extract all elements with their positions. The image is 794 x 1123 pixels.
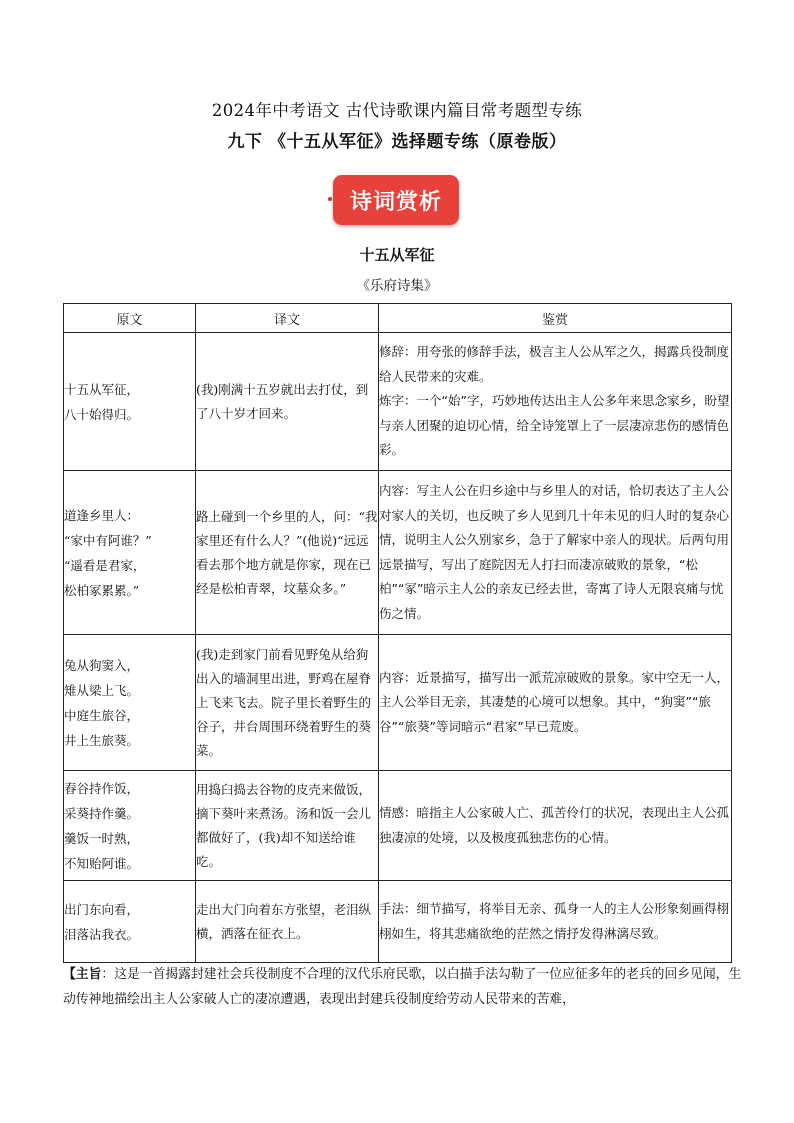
section-badge <box>333 175 459 225</box>
document-subtitle: 九下 《十五从军征》选择题专练（原卷版） <box>227 132 567 152</box>
table-row <box>64 471 732 635</box>
poem-line: 羹饭一时熟， <box>64 830 140 846</box>
translation-cell: 走出大门向着东方张望，老泪纵横，洒落在征衣上。 <box>196 881 379 963</box>
poem-line: 十五从军征， <box>64 381 140 397</box>
translation-cell: 路上碰到一个乡里的人，问：“我家里还有什么人？”(他说)“远远看去那个地方就是你家，现在已经是松柏青翠，坟墓众多。” <box>196 471 379 635</box>
table-row <box>64 333 732 471</box>
poem-table <box>63 303 732 963</box>
poem-line: “遥看是君家， <box>64 557 146 573</box>
poem-line: 雉从梁上飞。 <box>64 682 140 698</box>
poem-line: 舂谷持作饭， <box>64 780 140 796</box>
translation-cell: 用捣臼捣去谷物的皮壳来做饭，摘下葵叶来煮汤。汤和饭一会儿都做好了，(我)却不知送给谁吃。 <box>196 771 379 881</box>
appreciation-cell <box>379 471 732 635</box>
poem-line: 中庭生旅谷， <box>64 707 140 723</box>
poem-line: 道逢乡里人： <box>64 507 140 523</box>
appreciation-cell <box>379 635 732 771</box>
poem-line: 不知贻阿谁。 <box>64 855 140 871</box>
section-badge-label: 诗词赏析 <box>333 175 459 225</box>
bullet-dot-icon <box>328 197 332 201</box>
poem-line: 松柏冢累累。” <box>64 582 140 598</box>
appreciation-text: 情感：暗指主人公家破人亡、孤苦伶仃的状况，表现出主人公孤独凄凉的处境，以及极度孤独悲伤的心情。 <box>379 805 730 845</box>
poem-line: 八十始得归。 <box>64 406 140 422</box>
translation-cell: (我)刚满十五岁就出去打仗，到了八十岁才回来。 <box>196 333 379 471</box>
poem-line: 兔从狗窦入， <box>64 657 140 673</box>
header-original: 原文 <box>64 304 196 333</box>
table-row <box>64 881 732 963</box>
poem-line: 泪落沾我衣。 <box>64 926 140 942</box>
summary-label: 【主旨 <box>63 967 102 982</box>
table-header-row <box>64 304 732 333</box>
appreciation-text: 内容：近景描写，描写出一派荒凉破败的景象。家中空无一人，主人公举目无亲，其凄楚的心境可以想象。其中，“狗窦”“旅谷”“旅葵”等词暗示“君家”早已荒废。 <box>379 669 730 734</box>
table-row <box>64 635 732 771</box>
appreciation-cell <box>379 881 732 963</box>
original-cell <box>64 635 196 771</box>
original-cell <box>64 471 196 635</box>
original-cell <box>64 333 196 471</box>
appreciation-text: 修辞：用夸张的修辞手法，极言主人公从军之久，揭露兵役制度给人民带来的灾难。 <box>379 344 730 384</box>
theme-summary <box>63 962 743 1012</box>
appreciation-cell <box>379 771 732 881</box>
summary-text: ：这是一首揭露封建社会兵役制度不合理的汉代乐府民歌，以白描手法勾勒了一位应征多年的老兵的回乡见闻，生动传神地描绘出主人公家破人亡的凄凉遭遇，表现出封建兵役制度给劳动人民带来的苦难， <box>63 967 742 1007</box>
poem-title: 十五从军征 <box>359 246 435 264</box>
original-cell <box>64 771 196 881</box>
poem-line: 采葵持作羹。 <box>64 805 140 821</box>
translation-cell: (我)走到家门前看见野兔从给狗出入的墙洞里出进，野鸡在屋脊上飞来飞去。院子里长着野生的谷子，井台周围环绕着野生的葵菜。 <box>196 635 379 771</box>
appreciation-text: 手法：细节描写，将举目无亲、孤身一人的主人公形象刻画得栩栩如生，将其悲痛欲绝的茫然之情抒发得淋漓尽致。 <box>379 901 730 941</box>
poem-source: 《乐府诗集》 <box>356 278 438 294</box>
poem-line: 井上生旅葵。 <box>64 732 140 748</box>
header-appreciation: 鉴赏 <box>379 304 732 333</box>
appreciation-cell <box>379 333 732 471</box>
original-cell <box>64 881 196 963</box>
poem-line: “家中有阿谁？” <box>64 532 152 548</box>
header-translation: 译文 <box>196 304 379 333</box>
appreciation-text: 内容：写主人公在归乡途中与乡里人的对话，恰切表达了主人公对家人的关切，也反映了乡人见到几十年未见的归人时的复杂心情，说明主人公久别家乡，急于了解家中亲人的现状。后两句用远景描写，写出了庭院因无人打扫而凄凉破败的景象，“松柏”“冢”暗示主人公的亲友已经去世，寄寓了诗人无限哀痛与忧伤之情。 <box>379 483 730 621</box>
appreciation-text: 炼字：一个“始”字，巧妙地传达出主人公多年来思念家乡，盼望与亲人团聚的迫切心情，给全诗笼罩上了一层凄凉悲伤的感情色彩。 <box>379 393 730 458</box>
table-row <box>64 771 732 881</box>
poem-line: 出门东向看， <box>64 901 140 917</box>
document-title: 2024年中考语文 古代诗歌课内篇目常考题型专练 <box>211 101 583 120</box>
